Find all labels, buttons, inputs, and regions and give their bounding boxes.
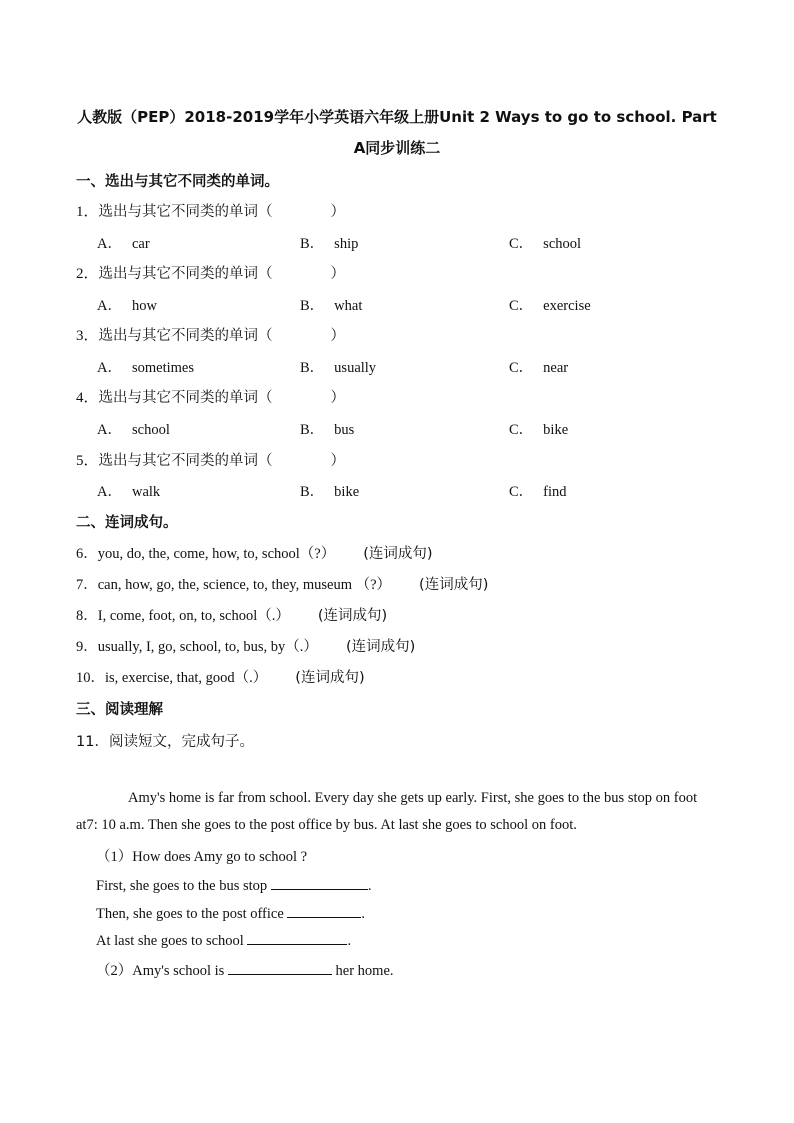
sentence-number: 7． bbox=[76, 577, 98, 593]
option-text: exercise bbox=[543, 298, 591, 314]
option-letter: B． bbox=[300, 236, 325, 252]
option-letter: C． bbox=[509, 422, 534, 438]
option-letter: B． bbox=[300, 484, 325, 500]
option-text: bus bbox=[334, 422, 355, 438]
option-letter: A． bbox=[97, 422, 122, 438]
question-text: 选出与其它不同类的单词（ bbox=[98, 453, 273, 469]
question-number: 2． bbox=[76, 266, 99, 282]
sub-question-1: （1）How does Amy go to school ? bbox=[96, 849, 308, 865]
section1-heading: 一、选出与其它不同类的单词。 bbox=[76, 174, 279, 190]
sentence-tag: (连词成句) bbox=[345, 639, 416, 655]
option-text: bike bbox=[543, 422, 569, 438]
option-c[interactable] bbox=[509, 480, 567, 501]
question-3 bbox=[76, 324, 345, 345]
sub-question-2 bbox=[96, 959, 394, 980]
option-b[interactable] bbox=[300, 418, 354, 439]
question-5 bbox=[76, 449, 345, 470]
option-text: how bbox=[131, 298, 157, 314]
option-a[interactable] bbox=[97, 418, 170, 439]
option-letter: A． bbox=[97, 484, 122, 500]
answer-blank[interactable] bbox=[228, 960, 332, 975]
question-text: 选出与其它不同类的单词（ bbox=[98, 266, 273, 282]
option-b[interactable] bbox=[300, 232, 358, 253]
option-text: ship bbox=[334, 236, 359, 252]
sentence-tag: (连词成句) bbox=[419, 577, 489, 593]
question-text: 选出与其它不同类的单词（ bbox=[98, 328, 273, 344]
sentence-words: usually, I, go, school, to, bus, by（.） bbox=[97, 639, 318, 655]
option-text: bike bbox=[334, 484, 360, 500]
sentence-item-10 bbox=[76, 666, 365, 687]
question-1 bbox=[76, 200, 345, 221]
sentence-words: can, how, go, the, science, to, they, museum （?） bbox=[97, 577, 392, 593]
question-close-paren: ） bbox=[330, 390, 346, 406]
question-4 bbox=[76, 386, 345, 407]
question-number: 4． bbox=[76, 390, 99, 406]
answer-blank[interactable] bbox=[247, 930, 347, 945]
sentence-number: 9． bbox=[76, 639, 98, 655]
option-letter: A． bbox=[97, 236, 122, 252]
question-number: 5． bbox=[76, 453, 99, 469]
answer-line-then: Then, she goes to the post office . bbox=[96, 903, 365, 923]
option-a[interactable] bbox=[97, 480, 160, 501]
question-close-paren: ） bbox=[330, 328, 346, 344]
option-letter: A． bbox=[97, 298, 122, 314]
sentence-item-9 bbox=[76, 635, 415, 656]
option-text: near bbox=[543, 360, 569, 376]
answer-blank[interactable] bbox=[271, 875, 368, 890]
option-b[interactable] bbox=[300, 294, 362, 315]
question-11: 11．阅读短文，完成句子。 bbox=[76, 734, 254, 750]
sentence-words: you, do, the, come, how, to, school（?） bbox=[97, 546, 336, 562]
answer-prompt: First, she goes to the bus stop bbox=[96, 878, 268, 894]
option-text: what bbox=[334, 298, 363, 314]
sentence-number: 8． bbox=[76, 608, 98, 624]
option-letter: B． bbox=[300, 298, 325, 314]
sentence-words: is, exercise, that, good（.） bbox=[105, 670, 268, 686]
page-title-line1: 人教版（PEP）2018-2019学年小学英语六年级上册Unit 2 Ways to go to school. Part bbox=[77, 108, 717, 126]
question-number: 3． bbox=[76, 328, 99, 344]
question-close-paren: ） bbox=[330, 204, 346, 220]
option-b[interactable] bbox=[300, 480, 359, 501]
question-number: 1． bbox=[76, 204, 99, 220]
option-a[interactable] bbox=[97, 294, 157, 315]
sentence-item-8 bbox=[76, 604, 387, 625]
answer-line-at-last: At last she goes to school . bbox=[96, 930, 351, 950]
answer-prompt: Then, she goes to the post office bbox=[96, 906, 284, 922]
reading-passage bbox=[76, 785, 710, 839]
option-text: school bbox=[131, 422, 170, 438]
answer-line-first: First, she goes to the bus stop . bbox=[96, 875, 371, 895]
sub-question-2-end: her home. bbox=[335, 963, 394, 979]
option-b[interactable] bbox=[300, 356, 376, 377]
option-text: usually bbox=[334, 360, 377, 376]
option-c[interactable] bbox=[509, 232, 581, 253]
option-a[interactable] bbox=[97, 232, 150, 253]
question-2 bbox=[76, 262, 345, 283]
option-c[interactable] bbox=[509, 356, 568, 377]
question-close-paren: ） bbox=[330, 453, 346, 469]
option-letter: C． bbox=[509, 298, 534, 314]
question-text: 选出与其它不同类的单词（ bbox=[98, 204, 273, 220]
option-letter: A． bbox=[97, 360, 122, 376]
sentence-words: I, come, foot, on, to, school（.） bbox=[97, 608, 290, 624]
option-text: walk bbox=[131, 484, 161, 500]
passage-text: Amy's home is far from school. Every day she gets up early. First, she goes to the bus stop on foot at7: 10 a.m. Then she goes to the post office by bus. At last she goes to school on foot. bbox=[76, 790, 698, 833]
sentence-item-6 bbox=[76, 542, 433, 563]
sentence-tag: (连词成句) bbox=[295, 670, 365, 686]
sentence-item-7 bbox=[76, 573, 488, 594]
answer-prompt: At last she goes to school bbox=[96, 933, 244, 949]
sub-question-2-start: （2）Amy's school is bbox=[96, 963, 225, 979]
question-close-paren: ） bbox=[330, 266, 346, 282]
sentence-number: 10． bbox=[76, 670, 105, 686]
option-text: find bbox=[543, 484, 567, 500]
option-letter: C． bbox=[509, 484, 534, 500]
option-text: sometimes bbox=[131, 360, 195, 376]
sentence-number: 6． bbox=[76, 546, 98, 562]
option-c[interactable] bbox=[509, 418, 568, 439]
option-letter: C． bbox=[509, 360, 534, 376]
answer-blank[interactable] bbox=[287, 903, 361, 918]
sentence-tag: (连词成句) bbox=[317, 608, 388, 624]
option-text: car bbox=[131, 236, 150, 252]
option-c[interactable] bbox=[509, 294, 591, 315]
sentence-tag: (连词成句) bbox=[363, 546, 433, 562]
section2-heading: 二、连词成句。 bbox=[76, 515, 178, 531]
option-letter: C． bbox=[509, 236, 534, 252]
page-title-line2: A同步训练二 bbox=[353, 139, 441, 157]
option-letter: B． bbox=[300, 422, 325, 438]
option-a[interactable] bbox=[97, 356, 194, 377]
option-letter: B． bbox=[300, 360, 325, 376]
option-text: school bbox=[543, 236, 582, 252]
question-text: 选出与其它不同类的单词（ bbox=[98, 390, 273, 406]
section3-heading: 三、阅读理解 bbox=[76, 702, 163, 718]
